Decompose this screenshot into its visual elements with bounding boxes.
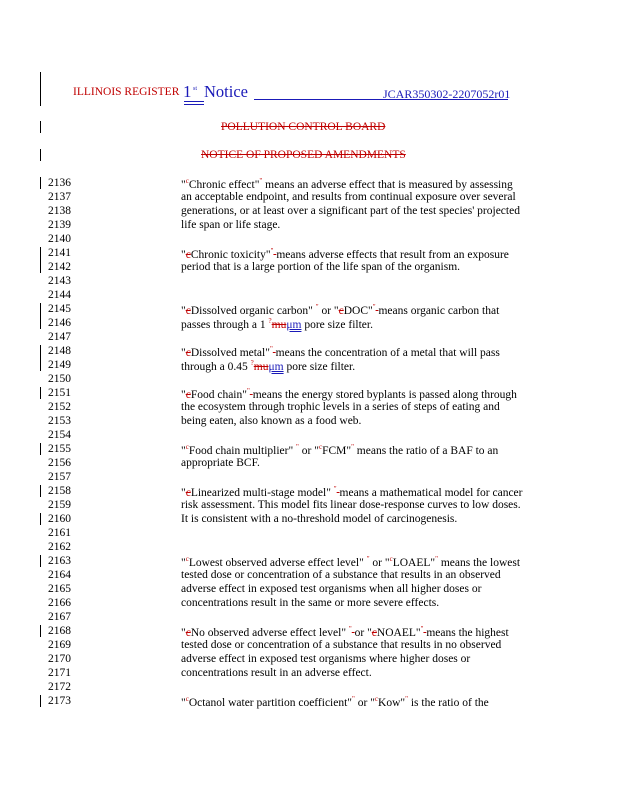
line-number: 2164 <box>48 569 71 581</box>
definition-text: pore size filter. <box>304 318 373 331</box>
definition-text: concentrations result in an adverse effect. <box>181 667 372 679</box>
line-number: 2141 <box>48 247 71 259</box>
or-text: or <box>301 444 312 457</box>
line-number: 2147 <box>48 331 71 343</box>
definition-text: passes through a 1 <box>181 318 266 331</box>
change-bar <box>40 625 41 637</box>
line-number: 2168 <box>48 625 71 637</box>
line-number: 2166 <box>48 597 71 609</box>
definition-text: It is consistent with a no-threshold model of carcinogenesis. <box>181 513 458 525</box>
line-number: 2139 <box>48 219 71 231</box>
definition-text: appropriate BCF. <box>181 457 260 469</box>
line-number: 2155 <box>48 443 71 455</box>
change-bar <box>40 177 41 189</box>
change-bar <box>40 72 41 106</box>
definition-loael: "$^c$Lowest observed adverse effect level" " or "$^c$LOAEL"" means the lowest <box>181 555 521 569</box>
definition-text: risk assessment. This model fits linear dose-response curves to low doses. <box>181 499 521 511</box>
notice-label: Notice <box>204 82 248 101</box>
abbreviation: FCM <box>322 444 347 457</box>
line-number: 2153 <box>48 415 71 427</box>
jcar-code: JCAR350302-2207052r01 <box>383 87 511 101</box>
line-number: 2140 <box>48 233 71 245</box>
change-bar <box>40 345 41 371</box>
term: Lowest observed adverse effect level <box>188 556 360 569</box>
definition-text: tested dose or concentration of a substance that results in an observed <box>181 569 501 581</box>
change-bar <box>40 695 41 707</box>
insertion-underline <box>184 101 204 102</box>
change-bar <box>40 247 41 273</box>
change-bar <box>40 149 41 161</box>
definition-text: means the ratio of a BAF to an <box>356 444 499 457</box>
insertion-underline <box>184 104 204 105</box>
change-bar <box>40 303 41 329</box>
line-number: 2156 <box>48 457 71 469</box>
term: Food chain <box>190 388 243 401</box>
deleted-unit: mu <box>271 318 287 331</box>
change-bar <box>40 555 41 567</box>
definition-text: through a 0.45 <box>181 360 248 373</box>
term: Octanol water partition coefficient <box>188 696 348 709</box>
line-number: 2167 <box>48 611 71 623</box>
definition-text: life span or life stage. <box>181 219 281 231</box>
deleted-unit: mu <box>253 360 269 373</box>
inserted-unit: μm <box>268 360 284 373</box>
term: Chronic toxicity <box>190 248 266 261</box>
board-title: POLLUTION CONTROL BOARD <box>221 121 386 133</box>
term: Food chain multiplier <box>188 444 289 457</box>
definition-text: means a mathematical model for cancer <box>339 486 523 499</box>
line-number: 2138 <box>48 205 71 217</box>
line-number: 2145 <box>48 303 71 315</box>
line-number: 2142 <box>48 261 71 273</box>
definition-chronic-toxicity: "cChronic toxicity"" means adverse effects that result from an exposure <box>181 247 509 261</box>
line-number: 2163 <box>48 555 71 567</box>
line-number: 2149 <box>48 359 71 371</box>
register-title: ILLINOIS REGISTER <box>73 86 180 98</box>
definition-dissolved-organic-carbon: "cDissolved organic carbon" " or "cDOC"" means organic carbon that <box>181 303 500 317</box>
definition-text: generations, or at least over a significant part of the test species' projected <box>181 205 520 217</box>
abbreviation: DOC <box>343 304 369 317</box>
line-number: 2160 <box>48 513 71 525</box>
abbreviation: Kow <box>378 696 401 709</box>
change-bar <box>40 513 41 525</box>
change-bar <box>40 443 41 455</box>
inserted-unit: μm <box>286 318 302 331</box>
definition-text: an acceptable endpoint, and results from continual exposure over several <box>181 191 516 203</box>
definition-text: passes through a 1 ?muμm pore size filter. <box>181 317 373 331</box>
page-number-suffix: st <box>193 86 198 92</box>
definition-text: means adverse effects that result from an exposure <box>276 248 509 261</box>
line-number: 2154 <box>48 429 71 441</box>
or-text: or <box>321 304 332 317</box>
line-number: 2148 <box>48 345 71 357</box>
definition-text: through a 0.45 ?muμm pore size filter. <box>181 359 356 373</box>
definition-text: means the lowest <box>440 556 521 569</box>
abbreviation: NOAEL <box>376 626 416 639</box>
definition-dissolved-metal: "cDissolved metal"" means the concentration of a metal that will pass <box>181 345 500 359</box>
abbreviation: LOAEL <box>392 556 431 569</box>
definition-text: means organic carbon that <box>378 304 500 317</box>
definition-text: adverse effect in exposed test organisms where higher doses or <box>181 653 471 665</box>
line-number: 2151 <box>48 387 71 399</box>
line-number: 2172 <box>48 681 71 693</box>
term: No observed adverse effect level <box>190 626 342 639</box>
definition-text: means the highest <box>426 626 509 639</box>
line-number: 2170 <box>48 653 71 665</box>
definition-text: means the concentration of a metal that will pass <box>275 346 500 359</box>
notice-title: NOTICE OF PROPOSED AMENDMENTS <box>201 149 406 161</box>
line-number: 2158 <box>48 485 71 497</box>
line-number: 2165 <box>48 583 71 595</box>
definition-text: being eaten, also known as a food web. <box>181 415 362 427</box>
line-number: 2146 <box>48 317 71 329</box>
term: Linearized multi-stage model <box>190 486 327 499</box>
line-number: 2171 <box>48 667 71 679</box>
term: Chronic effect <box>188 178 255 191</box>
definition-text: the ecosystem through trophic levels in a series of steps of eating and <box>181 401 500 413</box>
line-number: 2150 <box>48 373 71 385</box>
line-number: 2169 <box>48 639 71 651</box>
definition-text: concentrations result in the same or more severe effects. <box>181 597 440 609</box>
change-bar <box>40 121 41 133</box>
definition-chronic-effect: "$^c$Chronic effect"" means an adverse effect that is measured by assessing <box>181 177 513 191</box>
term: Dissolved metal <box>190 346 266 359</box>
line-number: 2173 <box>48 695 71 707</box>
definition-text: pore size filter. <box>286 360 356 373</box>
definition-text: period that is a large portion of the life span of the organism. <box>181 261 461 273</box>
page-number: 1 <box>183 82 192 101</box>
definition-food-chain-multiplier: "$^c$Food chain multiplier" " or "$^c$FCM"" means the ratio of a BAF to an <box>181 443 499 457</box>
definition-text: adverse effect in exposed test organisms when all higher doses or <box>181 583 482 595</box>
line-number: 2152 <box>48 401 71 413</box>
line-number: 2144 <box>48 289 71 301</box>
definition-text: is the ratio of the <box>410 696 489 709</box>
definition-noael: "cNo observed adverse effect level" " or "cNOAEL"" means the highest <box>181 625 509 639</box>
line-number: 2162 <box>48 541 71 553</box>
line-number: 2137 <box>48 191 71 203</box>
definition-linearized-model: "cLinearized multi-stage model" " means a mathematical model for cancer <box>181 485 523 499</box>
term: Dissolved organic carbon <box>190 304 309 317</box>
definition-text: tested dose or concentration of a substance that results in no observed <box>181 639 502 651</box>
definition-text: means the energy stored byplants is passed along through <box>252 388 517 401</box>
or-text: or <box>354 626 365 639</box>
change-bar <box>40 387 41 399</box>
or-text: or <box>357 696 368 709</box>
line-number: 2143 <box>48 275 71 287</box>
change-bar <box>40 485 41 497</box>
line-number: 2159 <box>48 499 71 511</box>
definition-octanol-water: "$^c$Octanol water partition coefficient"" or "$^c$Kow"" is the ratio of the <box>181 695 489 709</box>
or-text: or <box>372 556 383 569</box>
line-number: 2161 <box>48 527 71 539</box>
line-number: 2136 <box>48 177 71 189</box>
line-number: 2157 <box>48 471 71 483</box>
definition-text: means an adverse effect that is measured by assessing <box>265 178 513 191</box>
definition-food-chain: "cFood chain"" means the energy stored byplants is passed along through <box>181 387 517 401</box>
